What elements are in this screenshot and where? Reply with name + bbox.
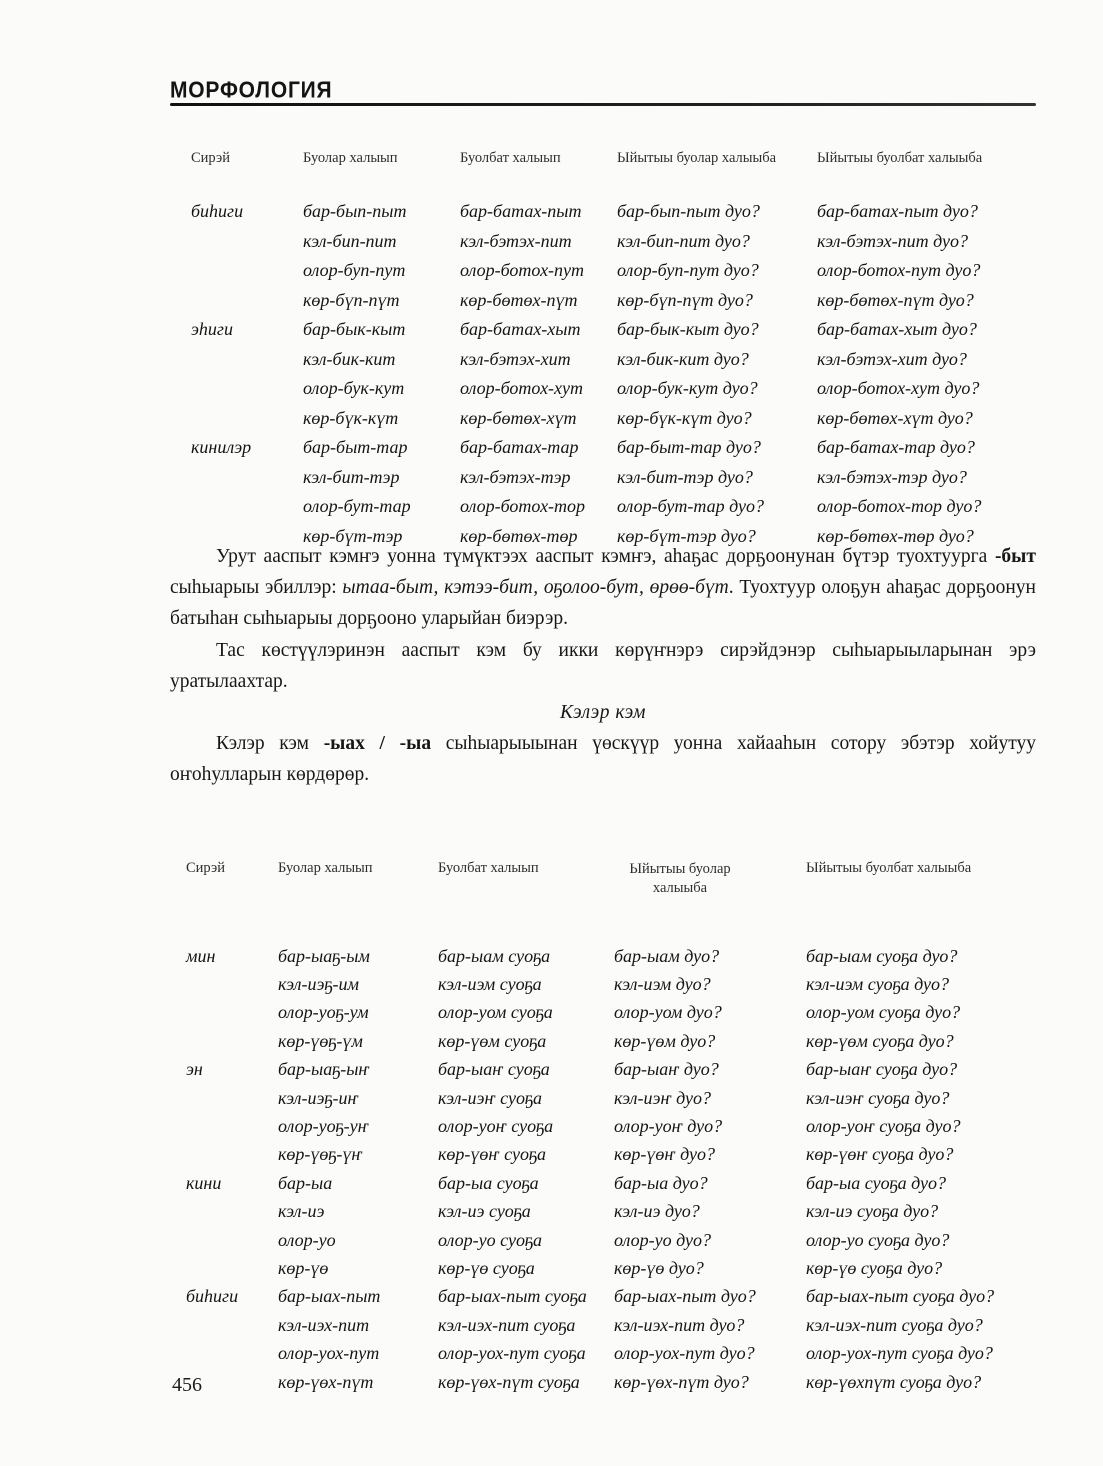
- table-row: [186, 1056, 1036, 1084]
- interrogative-negative-cell: олор-ботох-хут дуо?: [817, 378, 980, 399]
- interrogative-negative-cell: олор-уох-пут суоҕа дуо?: [806, 1343, 993, 1364]
- affirmative-form-cell: көр-үө: [278, 1257, 329, 1278]
- negative-form-cell: кэл-иэҥ суоҕа: [438, 1087, 543, 1108]
- affix-yakh-bold: -ыах / -ыа: [323, 733, 432, 755]
- affirmative-form-cell: көр-үөҕ-үм: [278, 1030, 363, 1051]
- interrogative-affirmative-cell: бар-ыаҥ дуо?: [614, 1059, 719, 1080]
- affirmative-form-cell: олор-уоҕ-ум: [278, 1002, 369, 1023]
- negative-form-cell: кэл-бэтэх-пит: [460, 230, 572, 251]
- negative-form-cell: көр-бөтөх-төр: [460, 525, 578, 546]
- paragraph-past-tense: [170, 541, 1036, 635]
- interrogative-negative-cell: бар-батах-пыт дуо?: [817, 201, 978, 222]
- negative-form-cell: кэл-иэ суоҕа: [438, 1201, 531, 1222]
- interrogative-negative-cell: олор-ботох-пут дуо?: [817, 260, 981, 281]
- table-row: [191, 374, 1036, 404]
- interrogative-affirmative-cell: олор-бук-кут дуо?: [617, 378, 758, 399]
- interrogative-negative-cell: кэл-иэ суоҕа дуо?: [806, 1201, 939, 1222]
- affirmative-form-cell: көр-бүт-тэр: [303, 525, 403, 546]
- paragraph-text: сыһыарыыынан үөскүүр уонна хайааһын сотору эбэтэр хойутуу оҥоһулларын көрдөрөр.: [170, 733, 1036, 786]
- affirmative-form-cell: кэл-бик-кит: [303, 348, 396, 369]
- pronoun-cell: биһиги: [186, 1286, 239, 1307]
- negative-form-cell: бар-ыах-пыт суоҕа: [438, 1286, 587, 1307]
- table-row: [191, 286, 1036, 316]
- negative-form-cell: көр-бөтөх-хүт: [460, 407, 577, 428]
- affirmative-form-cell: көр-бүк-күт: [303, 407, 399, 428]
- column-header-interrogative-negative: Ыйытыы буолбат халыыба: [806, 860, 972, 876]
- interrogative-negative-cell: көр-үө суоҕа дуо?: [806, 1257, 943, 1278]
- pronoun-cell: кини: [186, 1172, 222, 1193]
- interrogative-affirmative-cell: олор-буп-пут дуо?: [617, 260, 759, 281]
- negative-form-cell: бар-ыам суоҕа: [438, 945, 551, 966]
- affirmative-form-cell: кэл-иэҕ-иҥ: [278, 1087, 359, 1108]
- negative-form-cell: олор-уо суоҕа: [438, 1229, 542, 1250]
- past-tense-conjugation-table: [191, 150, 1036, 551]
- interrogative-negative-cell: көр-бөтөх-пүт дуо?: [817, 289, 974, 310]
- column-header-person: Сирэй: [186, 860, 226, 876]
- affirmative-form-cell: кэл-иэ: [278, 1201, 325, 1222]
- table-row: [186, 1141, 1036, 1169]
- interrogative-affirmative-cell: кэл-иэҥ дуо?: [614, 1087, 712, 1108]
- table-row: [186, 1254, 1036, 1282]
- negative-form-cell: бар-батах-тар: [460, 437, 579, 458]
- interrogative-affirmative-cell: кэл-бит-тэр дуо?: [617, 466, 753, 487]
- table-row: [186, 1339, 1036, 1367]
- negative-form-cell: көр-үөҥ суоҕа: [438, 1144, 546, 1165]
- paragraph-text: Урут ааспыт кэмҥэ уонна түмүктээх ааспыт кэмҥэ, аһаҕас дорҕоонунан бүтэр туохтуурга: [216, 546, 995, 567]
- table-row: [191, 315, 1036, 345]
- interrogative-negative-cell: көр-үөҥ суоҕа дуо?: [806, 1144, 954, 1165]
- interrogative-affirmative-cell: кэл-бик-кит дуо?: [617, 348, 749, 369]
- negative-form-cell: олор-уом суоҕа: [438, 1002, 553, 1023]
- negative-form-cell: көр-үөх-пүт суоҕа: [438, 1371, 580, 1392]
- affirmative-form-cell: бар-бык-кыт: [303, 319, 406, 340]
- table-row: [191, 404, 1036, 434]
- column-header-affirmative: Буолар халыып: [278, 860, 373, 876]
- interrogative-negative-cell: олор-ботох-тор дуо?: [817, 496, 982, 517]
- pronoun-cell: биһиги: [191, 201, 244, 222]
- table-header-row: [191, 150, 1036, 167]
- interrogative-affirmative-cell: көр-үөм дуо?: [614, 1030, 716, 1051]
- column-header-interrogative-affirmative: Ыйытыы буолар халыыба: [617, 150, 777, 166]
- pronoun-cell: эн: [186, 1059, 203, 1080]
- interrogative-affirmative-cell: көр-бүк-күт дуо?: [617, 407, 752, 428]
- interrogative-affirmative-cell: бар-ыах-пыт дуо?: [614, 1286, 756, 1307]
- negative-form-cell: кэл-бэтэх-тэр: [460, 466, 571, 487]
- interrogative-negative-cell: кэл-бэтэх-хит дуо?: [817, 348, 967, 369]
- table-row: [191, 345, 1036, 375]
- interrogative-affirmative-cell: көр-үөҥ дуо?: [614, 1144, 715, 1165]
- negative-form-cell: олор-ботох-пут: [460, 260, 585, 281]
- affirmative-form-cell: көр-бүп-пүт: [303, 289, 400, 310]
- interrogative-affirmative-cell: бар-быт-тар дуо?: [617, 437, 761, 458]
- affirmative-form-cell: олор-уо: [278, 1229, 336, 1250]
- affirmative-form-cell: бар-ыаҕ-ыҥ: [278, 1059, 370, 1080]
- interrogative-negative-cell: бар-ыа суоҕа дуо?: [806, 1172, 946, 1193]
- column-header-interrogative-negative: Ыйытыы буолбат халыыба: [817, 150, 983, 166]
- negative-form-cell: олор-уоҥ суоҕа: [438, 1116, 554, 1137]
- column-header-interrogative-affirmative: [614, 860, 806, 898]
- table-row: [186, 1027, 1036, 1055]
- future-tense-conjugation-table: [186, 860, 1036, 1396]
- column-header-negative: Буолбат халыып: [438, 860, 539, 876]
- interrogative-affirmative-cell: кэл-иэх-пит дуо?: [614, 1314, 745, 1335]
- negative-form-cell: көр-бөтөх-пүт: [460, 289, 578, 310]
- table-row: [186, 970, 1036, 998]
- column-header-person: Сирэй: [191, 150, 231, 166]
- affirmative-form-cell: көр-үөх-пүт: [278, 1371, 374, 1392]
- affirmative-form-cell: бар-быт-тар: [303, 437, 408, 458]
- table-body: [191, 197, 1036, 551]
- interrogative-negative-cell: кэл-иэм суоҕа дуо?: [806, 974, 949, 995]
- negative-form-cell: кэл-иэх-пит суоҕа: [438, 1314, 576, 1335]
- interrogative-affirmative-cell: олор-бут-тар дуо?: [617, 496, 764, 517]
- interrogative-negative-cell: көр-бөтөх-төр дуо?: [817, 525, 974, 546]
- table-row: [191, 463, 1036, 493]
- affirmative-form-cell: бар-бып-пыт: [303, 201, 407, 222]
- interrogative-negative-cell: көр-үөм суоҕа дуо?: [806, 1030, 954, 1051]
- negative-form-cell: көр-үө суоҕа: [438, 1257, 535, 1278]
- interrogative-negative-cell: бар-ыам суоҕа дуо?: [806, 945, 958, 966]
- table-row: [186, 1226, 1036, 1254]
- interrogative-negative-cell: көр-үөхпүт суоҕа дуо?: [806, 1371, 982, 1392]
- table-row: [191, 197, 1036, 227]
- interrogative-affirmative-cell: бар-ыа дуо?: [614, 1172, 708, 1193]
- body-text-column: [170, 541, 1036, 791]
- affirmative-form-cell: олор-бук-кут: [303, 378, 405, 399]
- pronoun-cell: эһиги: [191, 319, 233, 340]
- negative-form-cell: көр-үөм суоҕа: [438, 1030, 547, 1051]
- negative-form-cell: олор-ботох-тор: [460, 496, 586, 517]
- interrogative-negative-cell: кэл-бэтэх-пит дуо?: [817, 230, 968, 251]
- interrogative-affirmative-cell: олор-уох-пут дуо?: [614, 1343, 755, 1364]
- negative-form-cell: бар-ыа суоҕа: [438, 1172, 539, 1193]
- interrogative-affirmative-cell: олор-уоҥ дуо?: [614, 1116, 723, 1137]
- interrogative-negative-cell: кэл-иэх-пит суоҕа дуо?: [806, 1314, 983, 1335]
- table-row: [191, 433, 1036, 463]
- column-header-text: Ыйытыы буолар халыыба: [629, 861, 731, 896]
- interrogative-affirmative-cell: олор-уо дуо?: [614, 1229, 711, 1250]
- column-header-affirmative: Буолар халыып: [303, 150, 398, 166]
- affirmative-form-cell: бар-ыах-пыт: [278, 1286, 381, 1307]
- table-row: [186, 942, 1036, 970]
- interrogative-affirmative-cell: көр-үөх-пүт дуо?: [614, 1371, 749, 1392]
- affirmative-form-cell: олор-уоҕ-уҥ: [278, 1116, 369, 1137]
- pronoun-cell: кинилэр: [191, 437, 252, 458]
- paragraph-text: Кэлэр кэм: [216, 733, 324, 755]
- table-row: [191, 227, 1036, 257]
- affirmative-form-cell: кэл-бит-тэр: [303, 466, 400, 487]
- interrogative-affirmative-cell: көр-үө дуо?: [614, 1257, 704, 1278]
- affirmative-form-cell: бар-ыа: [278, 1172, 333, 1193]
- running-head: МОРФОЛОГИЯ: [170, 78, 333, 103]
- negative-form-cell: олор-ботох-хут: [460, 378, 584, 399]
- affirmative-form-cell: кэл-бип-пит: [303, 230, 397, 251]
- interrogative-affirmative-cell: бар-ыам дуо?: [614, 945, 720, 966]
- table-row: [186, 1169, 1036, 1197]
- interrogative-negative-cell: бар-батах-тар дуо?: [817, 437, 975, 458]
- interrogative-affirmative-cell: бар-бып-пыт дуо?: [617, 201, 760, 222]
- interrogative-affirmative-cell: кэл-иэм дуо?: [614, 974, 711, 995]
- interrogative-negative-cell: олор-уо суоҕа дуо?: [806, 1229, 950, 1250]
- negative-form-cell: кэл-бэтэх-хит: [460, 348, 571, 369]
- interrogative-affirmative-cell: олор-уом дуо?: [614, 1002, 722, 1023]
- column-header-negative: Буолбат халыып: [460, 150, 561, 166]
- table-row: [186, 1112, 1036, 1140]
- affirmative-form-cell: кэл-иэх-пит: [278, 1314, 370, 1335]
- affirmative-form-cell: көр-үөҕ-үҥ: [278, 1144, 363, 1165]
- interrogative-affirmative-cell: кэл-бип-пит дуо?: [617, 230, 750, 251]
- negative-form-cell: бар-ыаҥ суоҕа: [438, 1059, 550, 1080]
- paragraph-outer-forms: Тас көстүүлэринэн ааспыт кэм бу икки көрүҥнэрэ сирэйдэнэр сыһыарыыларынан эрэ уратылаахтар.: [170, 639, 1036, 692]
- table-header-row: [186, 860, 1036, 898]
- paragraph-text: сыһыарыы эбиллэр:: [170, 577, 343, 599]
- interrogative-negative-cell: бар-ыах-пыт суоҕа дуо?: [806, 1286, 995, 1307]
- header-rule: [170, 103, 1036, 106]
- affirmative-form-cell: олор-буп-пут: [303, 260, 406, 281]
- table-row: [186, 1311, 1036, 1339]
- table-row: [191, 492, 1036, 522]
- negative-form-cell: кэл-иэм суоҕа: [438, 974, 542, 995]
- paragraph-future-tense: [170, 728, 1036, 790]
- table-body: [186, 942, 1036, 1396]
- interrogative-affirmative-cell: кэл-иэ дуо?: [614, 1201, 700, 1222]
- negative-form-cell: олор-уох-пут суоҕа: [438, 1343, 586, 1364]
- interrogative-affirmative-cell: көр-бүп-пүт дуо?: [617, 289, 753, 310]
- interrogative-negative-cell: көр-бөтөх-хүт дуо?: [817, 407, 973, 428]
- table-row: [191, 256, 1036, 286]
- section-heading-future-tense: Кэлэр кэм: [560, 702, 646, 724]
- affirmative-form-cell: бар-ыаҕ-ым: [278, 945, 370, 966]
- negative-form-cell: бар-батах-пыт: [460, 201, 582, 222]
- interrogative-negative-cell: олор-уоҥ суоҕа дуо?: [806, 1116, 961, 1137]
- paragraph-text: . Туохтуур олоҕун аһаҕас дорҕоонун батыһан сыһыарыы дорҕооно уларыйан биэрэр.: [170, 577, 1036, 630]
- interrogative-negative-cell: бар-ыаҥ суоҕа дуо?: [806, 1059, 958, 1080]
- affirmative-form-cell: олор-уох-пут: [278, 1343, 380, 1364]
- table-row: [186, 1368, 1036, 1396]
- table-row: [186, 1198, 1036, 1226]
- page-number: 456: [172, 1374, 202, 1396]
- interrogative-affirmative-cell: көр-бүт-тэр дуо?: [617, 525, 756, 546]
- affix-byt-bold: -быт: [994, 546, 1036, 567]
- affirmative-form-cell: кэл-иэҕ-им: [278, 974, 359, 995]
- negative-form-cell: бар-батах-хыт: [460, 319, 581, 340]
- interrogative-affirmative-cell: бар-бык-кыт дуо?: [617, 319, 759, 340]
- interrogative-negative-cell: олор-уом суоҕа дуо?: [806, 1002, 961, 1023]
- pronoun-cell: мин: [186, 945, 216, 966]
- table-row: [186, 1084, 1036, 1112]
- interrogative-negative-cell: кэл-иэҥ суоҕа дуо?: [806, 1087, 950, 1108]
- table-row: [186, 999, 1036, 1027]
- affirmative-form-cell: олор-бут-тар: [303, 496, 411, 517]
- interrogative-negative-cell: бар-батах-хыт дуо?: [817, 319, 977, 340]
- example-words-italic: ытаа-быт, кэтээ-бит, оҕолоо-бут, өрөө-бүт: [342, 577, 729, 599]
- table-row: [186, 1283, 1036, 1311]
- interrogative-negative-cell: кэл-бэтэх-тэр дуо?: [817, 466, 967, 487]
